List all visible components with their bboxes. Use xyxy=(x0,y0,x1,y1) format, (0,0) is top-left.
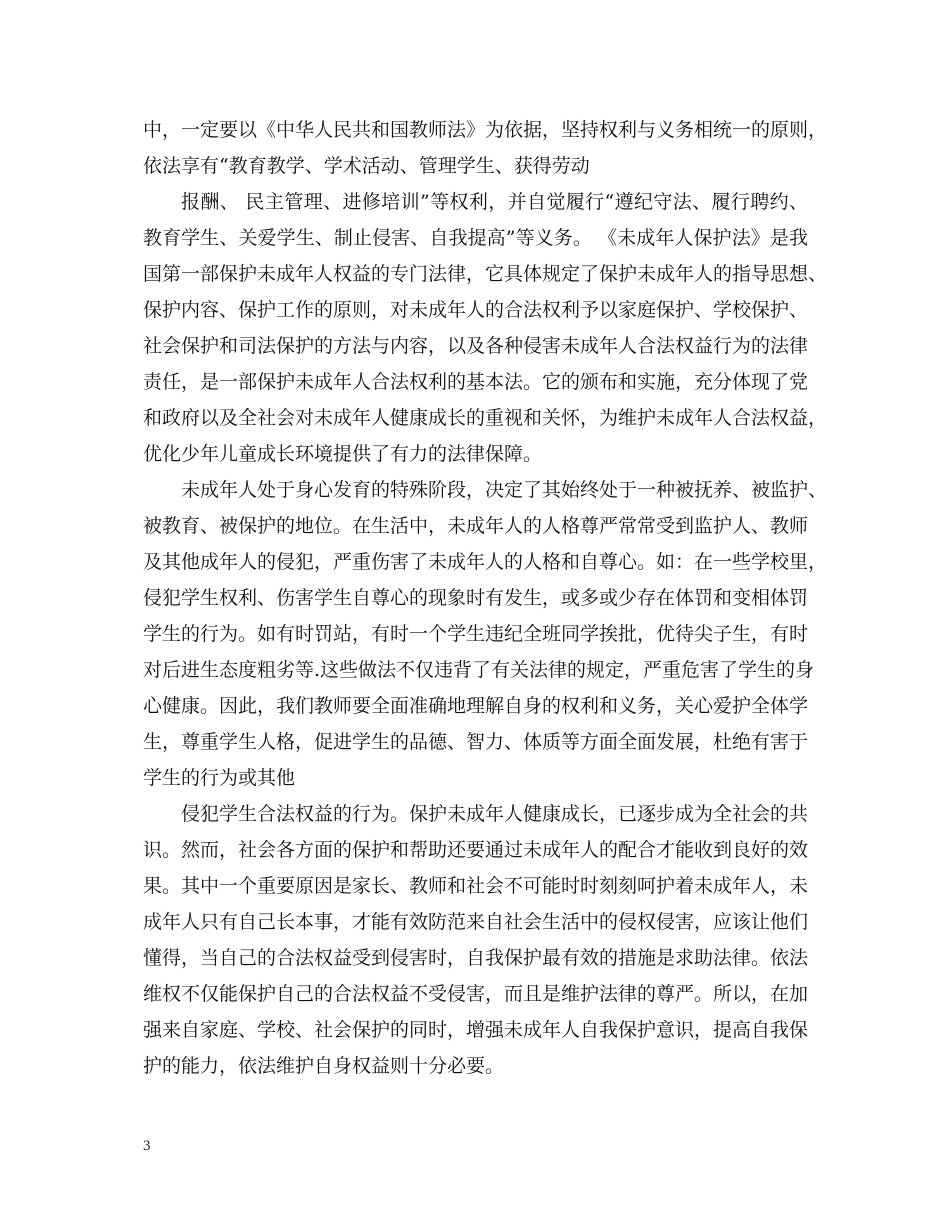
text-line: 社会保护和司法保护的方法与内容，以及各种侵害未成年人合法权益行为的法律 xyxy=(143,335,809,357)
text-line: 依法享有“教育教学、学术活动、管理学生、获得劳动 xyxy=(143,155,590,177)
text-line: 未成年人处于身心发育的特殊阶段，决定了其始终处于一种被抚养、被监护、 xyxy=(181,479,828,501)
text-line: 生，尊重学生人格，促进学生的品德、智力、体质等方面全面发展，杜绝有害于 xyxy=(143,731,809,753)
text-line: 心健康。因此，我们教师要全面准确地理解自身的权利和义务，关心爱护全体学 xyxy=(143,695,809,717)
text-line: 对后进生态度粗劣等.这些做法不仅违背了有关法律的规定，严重危害了学生的身 xyxy=(143,659,815,681)
text-line: 国第一部保护未成年人权益的专门法律，它具体规定了保护未成年人的指导思想、 xyxy=(143,263,828,285)
text-line: 责任，是一部保护未成年人合法权利的基本法。它的颁布和实施，充分体现了党 xyxy=(143,371,809,393)
text-line: 学生的行为或其他 xyxy=(143,767,296,789)
text-line: 中，一定要以《中华人民共和国教师法》为依据，坚持权利与义务相统一的原则， xyxy=(143,119,828,141)
text-line: 和政府以及全社会对未成年人健康成长的重视和关怀，为维护未成年人合法权益， xyxy=(143,407,828,429)
text-line: 识。然而，社会各方面的保护和帮助还要通过未成年人的配合才能收到良好的效 xyxy=(143,839,809,861)
text-line: 侵犯学生合法权益的行为。保护未成年人健康成长，已逐步成为全社会的共 xyxy=(181,803,809,825)
text-line: 果。其中一个重要原因是家长、教师和社会不可能时时刻刻呵护着未成年人，未 xyxy=(143,875,809,897)
text-line: 教育学生、关爱学生、制止侵害、自我提高”等义务。 《未成年人保护法》是我 xyxy=(143,227,808,249)
text-line: 被教育、被保护的地位。在生活中，未成年人的人格尊严常常受到监护人、教师 xyxy=(143,515,809,537)
text-line: 报酬、 民主管理、进修培训”等权利，并自觉履行“遵纪守法、履行聘约、 xyxy=(181,191,808,213)
page-number: 3 xyxy=(143,1138,151,1154)
text-line: 护的能力，依法维护自身权益则十分必要。 xyxy=(143,1055,505,1077)
text-line: 优化少年儿童成长环境提供了有力的法律保障。 xyxy=(143,443,543,465)
text-line: 强来自家庭、学校、社会保护的同时，增强未成年人自我保护意识，提高自我保 xyxy=(143,1019,809,1041)
document-body xyxy=(143,112,828,1084)
text-line: 保护内容、保护工作的原则，对未成年人的合法权利予以家庭保护、学校保护、 xyxy=(143,299,809,321)
text-line: 成年人只有自己长本事，才能有效防范来自社会生活中的侵权侵害，应该让他们 xyxy=(143,911,809,933)
text-line: 懂得，当自己的合法权益受到侵害时，自我保护最有效的措施是求助法律。依法 xyxy=(143,947,809,969)
text-line: 维权不仅能保护自己的合法权益不受侵害，而且是维护法律的尊严。所以，在加 xyxy=(143,983,809,1005)
text-line: 及其他成年人的侵犯，严重伤害了未成年人的人格和自尊心。如：在一些学校里， xyxy=(143,551,828,573)
text-line: 学生的行为。如有时罚站，有时一个学生违纪全班同学挨批，优待尖子生，有时 xyxy=(143,623,809,645)
text-line: 侵犯学生权利、伤害学生自尊心的现象时有发生，或多或少存在体罚和变相体罚 xyxy=(143,587,809,609)
